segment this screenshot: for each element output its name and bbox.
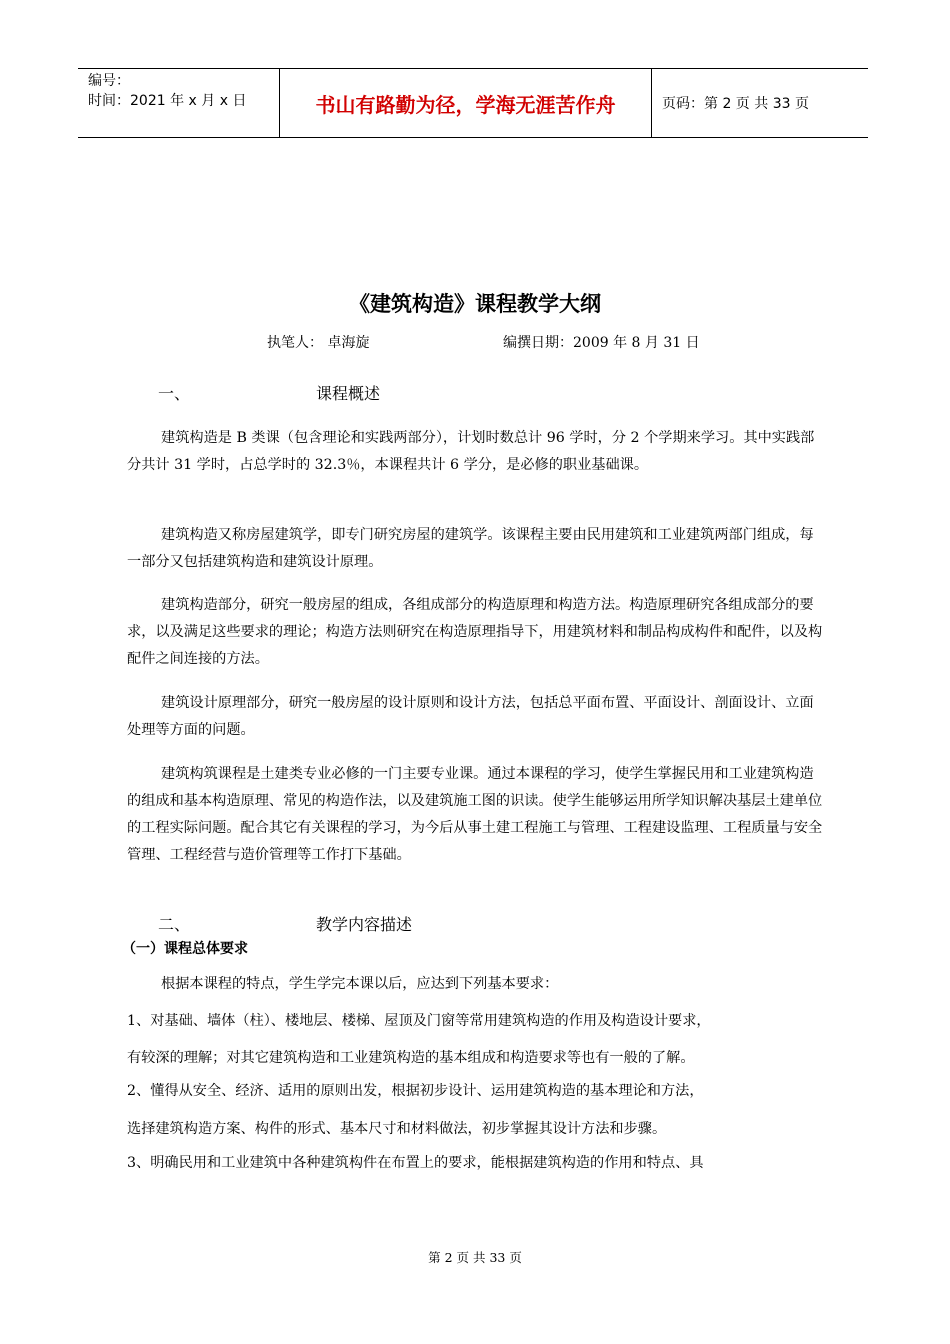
compile-date: 编撰日期：2009 年 8 月 31 日 xyxy=(503,335,700,351)
section-1-number: 一、 xyxy=(158,384,191,403)
paragraph-5: 建筑构筑课程是土建类专业必修的一门主要专业课。通过本课程的学习，使学生掌握民用和工业建筑构造的组成和基本构造原理、常见的构造作法，以及建筑施工图的识读。使学生能够运用所学知识解决基层土建单位的工程实际问题。配合其它有关课程的学习，为今后从事土建工程施工与管理、工程建设监理、工程质量与安全管理、工程经营与造价管理等工作打下基础。 xyxy=(127,766,823,863)
requirements-intro: 根据本课程的特点，学生学完本课以后，应达到下列基本要求： xyxy=(161,976,559,992)
subsection-title: （一）课程总体要求 xyxy=(122,941,248,957)
list-line-3: 2、懂得从安全、经济、适用的原则出发，根据初步设计、运用建筑构造的基本理论和方法， xyxy=(127,1083,704,1099)
section-1-title: 课程概述 xyxy=(316,384,381,403)
page-footer: 第 2 页 共 33 页 xyxy=(428,1250,522,1265)
header-meta-cell xyxy=(78,69,280,137)
paragraph-4: 建筑设计原理部分，研究一般房屋的设计原则和设计方法，包括总平面布置、平面设计、剖面设计、立面处理等方面的问题。 xyxy=(127,695,814,738)
header-motto: 书山有路勤为径，学海无涯苦作舟 xyxy=(280,69,652,137)
paragraph-1: 建筑构造是 B 类课（包含理论和实践两部分），计划时数总计 96 学时，分 2 个学期来学习。其中实践部分共计 31 学时，占总学时的 32.3％，本课程共计 6 学分，是必修的职业基础课。 xyxy=(127,430,815,473)
section-2-number: 二、 xyxy=(158,915,191,934)
header-page-info: 页码：第 2 页 共 33 页 xyxy=(662,96,809,112)
document-title: 《建筑构造》课程教学大纲 xyxy=(349,292,601,316)
page-header-table xyxy=(78,68,868,138)
paragraph-3: 建筑构造部分，研究一般房屋的组成，各组成部分的构造原理和构造方法。构造原理研究各组成部分的要求，以及满足这些要求的理论；构造方法则研究在构造原理指导下，用建筑材料和制品构成构件和配件，以及构配件之间连接的方法。 xyxy=(127,597,823,667)
list-line-4: 选择建筑构造方案、构件的形式、基本尺寸和材料做法，初步掌握其设计方法和步骤。 xyxy=(127,1121,667,1137)
author-line: 执笔人： 卓海旋 xyxy=(267,335,370,351)
list-line-1: 1、对基础、墙体（柱）、楼地层、楼梯、屋顶及门窗等常用建筑构造的作用及构造设计要求， xyxy=(127,1013,711,1029)
list-line-2: 有较深的理解；对其它建筑构造和工业建筑构造的基本组成和构造要求等也有一般的了解。 xyxy=(127,1050,695,1066)
paragraph-2: 建筑构造又称房屋建筑学，即专门研究房屋的建筑学。该课程主要由民用建筑和工业建筑两部门组成，每一部分又包括建筑构造和建筑设计原理。 xyxy=(127,527,814,570)
time-label: 时间：2021 年 x 月 x 日 xyxy=(88,93,247,109)
list-line-5: 3、明确民用和工业建筑中各种建筑构件在布置上的要求，能根据建筑构造的作用和特点、具 xyxy=(127,1155,704,1171)
number-label: 编号： xyxy=(88,73,130,89)
section-2-title: 教学内容描述 xyxy=(316,915,413,934)
